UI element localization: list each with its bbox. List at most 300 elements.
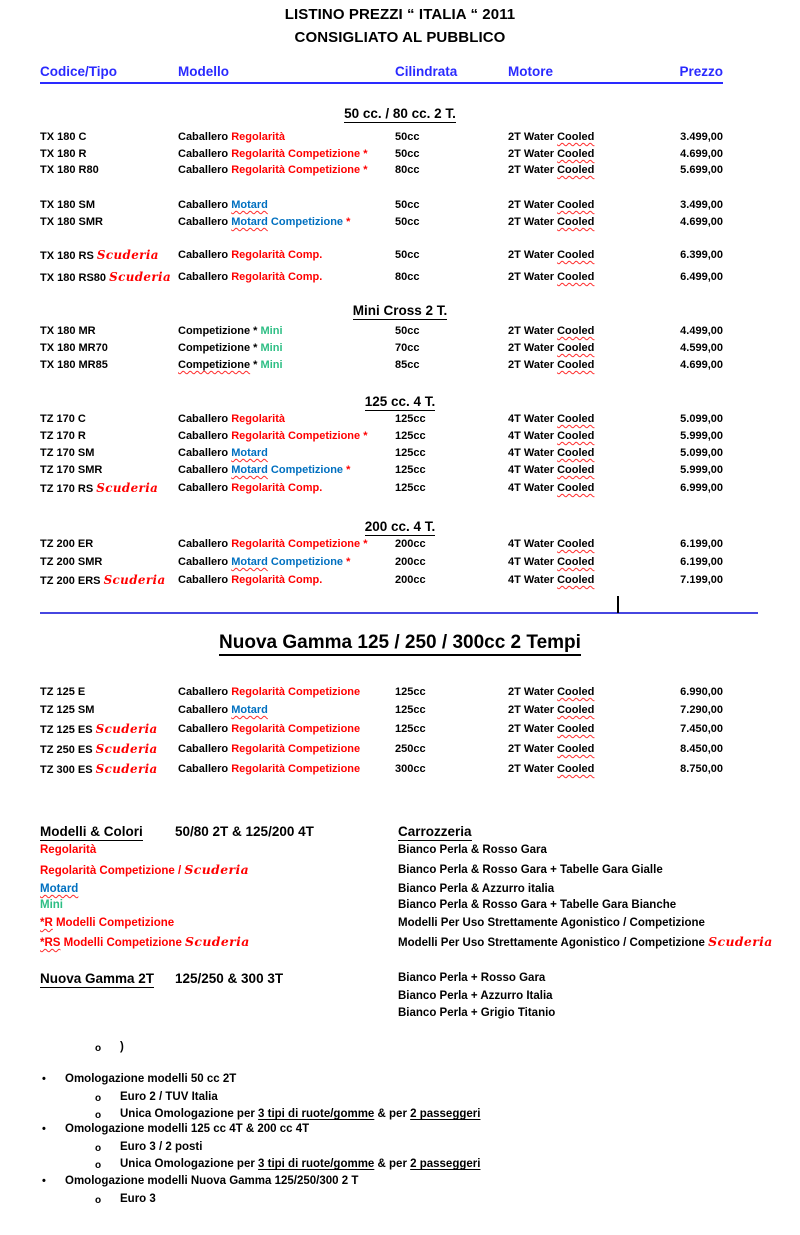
- text-segment: Regolarità: [40, 844, 97, 856]
- cell-model: [178, 198, 395, 214]
- section-heading: [0, 632, 800, 654]
- text-segment: Caballero: [178, 148, 232, 160]
- cell-engine: [508, 446, 675, 462]
- cell-cc: 125cc: [395, 704, 426, 716]
- text-segment: Regolarità Competizione: [231, 686, 361, 698]
- text-segment: Motard: [231, 199, 268, 211]
- column-header-cilindrata: Cilindrata: [395, 64, 458, 79]
- column-header-prezzo: Prezzo: [679, 64, 723, 79]
- table-row: [40, 358, 723, 374]
- cell-code: [40, 248, 178, 264]
- cell-engine: [508, 537, 675, 553]
- cell-model: [178, 248, 395, 264]
- cell-engine: [508, 703, 675, 719]
- cell-model: [178, 573, 395, 589]
- table-row: [40, 163, 723, 179]
- cell-engine: [508, 248, 675, 264]
- text-segment: Competizione *: [178, 325, 261, 337]
- text-segment: Bianco Perla & Rosso Gara + Tabelle Gara Bianche: [398, 899, 677, 911]
- text-segment: Cooled: [557, 342, 595, 354]
- models-colors-left: [40, 935, 250, 950]
- bullet-icon: o: [95, 1110, 102, 1121]
- text-segment: Caballero: [178, 538, 232, 550]
- cell-engine: [508, 163, 675, 179]
- text-segment: Scuderia: [95, 722, 158, 736]
- section-heading: [0, 519, 800, 534]
- section-heading-text: 50 cc. / 80 cc. 2 T.: [344, 106, 456, 121]
- text-segment: Cooled: [557, 148, 595, 160]
- text-segment: TZ 200 ERS: [40, 575, 104, 587]
- text-segment: *RS: [40, 937, 61, 949]
- text-segment: Mini: [260, 325, 283, 337]
- text-segment: Cooled: [557, 413, 595, 425]
- text-segment: TX 180 R80: [40, 164, 99, 176]
- cell-model: [178, 147, 395, 163]
- cell-price: 6.499,00: [680, 271, 723, 283]
- text-segment: Caballero: [178, 131, 232, 143]
- cell-price: 6.999,00: [680, 482, 723, 494]
- text-segment: Unica Omologazione per: [120, 1158, 259, 1170]
- models-colors-left: [40, 863, 249, 878]
- text-segment: Mini: [40, 899, 63, 911]
- cell-model: [178, 163, 395, 179]
- text-segment: 2 passeggeri: [410, 1108, 481, 1120]
- bullet-icon: •: [42, 1175, 46, 1187]
- cell-engine: [508, 341, 675, 357]
- text-segment: *R: [40, 917, 53, 929]
- text-segment: Competizione: [267, 216, 347, 228]
- section-heading: [0, 106, 800, 121]
- text-segment: Caballero: [178, 482, 232, 494]
- table-row: [40, 270, 723, 286]
- cell-price: 8.750,00: [680, 763, 723, 775]
- cell-cc: 50cc: [395, 131, 420, 143]
- cell-code: [40, 341, 178, 357]
- cell-model: [178, 742, 395, 758]
- text-segment: Regolarità Competizione: [231, 723, 361, 735]
- section-heading-text: Nuova Gamma 125 / 250 / 300cc 2 Tempi: [219, 632, 581, 656]
- text-segment: Cooled: [557, 723, 595, 735]
- cell-engine: [508, 270, 675, 286]
- text-segment: Regolarità Competizione *: [231, 430, 368, 442]
- text-segment: & per: [374, 1158, 411, 1170]
- text-segment: 4T Water: [508, 413, 558, 425]
- cell-code: [40, 555, 178, 571]
- table-row: [40, 130, 723, 146]
- bullet-icon: o: [95, 1195, 102, 1206]
- text-segment: Scuderia: [708, 934, 773, 949]
- text-segment: Cooled: [557, 763, 595, 775]
- cell-code: [40, 573, 178, 589]
- text-segment: 3 tipi di ruote/gomme: [258, 1158, 375, 1170]
- text-segment: TZ 170 R: [40, 430, 86, 442]
- cell-price: 3.499,00: [680, 131, 723, 143]
- cell-price: 3.499,00: [680, 199, 723, 211]
- cell-engine: [508, 685, 675, 701]
- bullet-item: [65, 1072, 236, 1086]
- cell-engine: [508, 198, 675, 214]
- text-segment: 2T Water: [508, 342, 558, 354]
- cell-code: [40, 742, 178, 758]
- cell-model: [178, 215, 395, 231]
- cell-cc: 85cc: [395, 359, 420, 371]
- text-segment: Caballero: [178, 447, 232, 459]
- text-segment: Regolarità Competizione *: [231, 538, 368, 550]
- cell-engine: [508, 324, 675, 340]
- text-segment: TX 180 RS: [40, 250, 97, 262]
- text-segment: 2T Water: [508, 148, 558, 160]
- cell-cc: 80cc: [395, 271, 420, 283]
- models-colors-header-text: Modelli & Colori: [40, 824, 143, 839]
- cell-cc: 250cc: [395, 743, 426, 755]
- text-segment: Cooled: [557, 249, 595, 261]
- models-colors-header: [40, 824, 143, 839]
- cell-cc: 50cc: [395, 148, 420, 160]
- cell-price: 8.450,00: [680, 743, 723, 755]
- cell-cc: 200cc: [395, 556, 426, 568]
- cell-cc: 50cc: [395, 216, 420, 228]
- cell-price: 7.290,00: [680, 704, 723, 716]
- nuova-gamma-2t-color-line: Bianco Perla + Grigio Titanio: [398, 1007, 556, 1019]
- text-segment: Cooled: [557, 464, 595, 476]
- text-segment: 2T Water: [508, 686, 558, 698]
- models-colors-right: [398, 898, 676, 912]
- bullet-item: [120, 1157, 480, 1171]
- text-segment: Caballero: [178, 249, 232, 261]
- cell-price: 6.990,00: [680, 686, 723, 698]
- cell-model: [178, 722, 395, 738]
- text-segment: Scuderia: [96, 248, 159, 262]
- cell-code: [40, 270, 178, 286]
- text-segment: Modelli Per Uso Strettamente Agonistico / Competizione: [398, 917, 705, 929]
- cell-model: [178, 324, 395, 340]
- bullet-item: [120, 1090, 218, 1104]
- text-cursor: [617, 596, 619, 613]
- text-segment: Cooled: [557, 216, 595, 228]
- text-segment: *: [250, 359, 261, 371]
- table-row: [40, 446, 723, 462]
- text-segment: TZ 125 E: [40, 686, 86, 698]
- text-segment: Euro 3 / 2 posti: [120, 1141, 203, 1153]
- models-colors-left: [40, 898, 63, 912]
- cell-code: [40, 198, 178, 214]
- page-title: LISTINO PREZZI “ ITALIA “ 2011: [284, 6, 516, 23]
- section-heading: [0, 394, 800, 409]
- cell-price: 6.399,00: [680, 249, 723, 261]
- cell-price: 6.199,00: [680, 538, 723, 550]
- cell-engine: [508, 358, 675, 374]
- cell-engine: [508, 555, 675, 571]
- text-segment: Regolarità Competizione *: [231, 164, 368, 176]
- bullet-item: [65, 1122, 309, 1136]
- table-row: [40, 762, 723, 778]
- bullet-icon: o: [95, 1160, 102, 1171]
- text-segment: Cooled: [557, 704, 595, 716]
- cell-price: 7.199,00: [680, 574, 723, 586]
- cell-cc: 70cc: [395, 342, 420, 354]
- section-heading-text: 125 cc. 4 T.: [364, 394, 436, 409]
- text-segment: Omologazione modelli Nuova Gamma 125/250/300 2 T: [65, 1175, 359, 1187]
- column-header-modello: Modello: [178, 64, 229, 79]
- text-segment: TZ 300 ES: [40, 764, 96, 776]
- nuova-gamma-2t-header: [40, 971, 154, 986]
- cell-code: [40, 481, 178, 497]
- table-row: [40, 742, 723, 758]
- text-segment: Cooled: [557, 131, 595, 143]
- cell-model: [178, 429, 395, 445]
- text-segment: Regolarità Competizione: [231, 743, 361, 755]
- cell-engine: [508, 130, 675, 146]
- text-segment: Motard: [231, 447, 268, 459]
- text-segment: TZ 170 RS: [40, 483, 97, 495]
- table-row: [40, 722, 723, 738]
- text-segment: 2T Water: [508, 164, 558, 176]
- text-segment: Caballero: [178, 723, 232, 735]
- text-segment: Euro 3: [120, 1193, 156, 1205]
- table-row: [40, 215, 723, 231]
- text-segment: Cooled: [557, 164, 595, 176]
- text-segment: TX 180 MR: [40, 325, 96, 337]
- table-row: [40, 481, 723, 497]
- text-segment: Unica Omologazione per: [120, 1108, 259, 1120]
- cell-price: 4.699,00: [680, 359, 723, 371]
- column-header-motore: Motore: [508, 64, 553, 79]
- models-colors-right: [398, 863, 663, 877]
- cell-price: 5.099,00: [680, 413, 723, 425]
- divider-line: [40, 612, 758, 614]
- text-segment: 4T Water: [508, 574, 558, 586]
- text-segment: TZ 125 ES: [40, 724, 96, 736]
- bullet-icon: •: [42, 1073, 46, 1085]
- text-segment: Competizione: [178, 359, 251, 371]
- text-segment: 4T Water: [508, 447, 558, 459]
- text-segment: *: [346, 216, 351, 228]
- cell-cc: 125cc: [395, 447, 426, 459]
- text-segment: Scuderia: [96, 481, 159, 495]
- cell-engine: [508, 412, 675, 428]
- cell-model: [178, 412, 395, 428]
- nuova-gamma-2t-color-line: Bianco Perla + Rosso Gara: [398, 972, 546, 984]
- text-segment: TX 180 SM: [40, 199, 96, 211]
- text-segment: Modelli Competizione: [60, 937, 186, 949]
- table-row: [40, 248, 723, 264]
- text-segment: Caballero: [178, 216, 232, 228]
- cell-cc: 125cc: [395, 686, 426, 698]
- cell-cc: 200cc: [395, 574, 426, 586]
- cell-model: [178, 481, 395, 497]
- models-colors-right: [398, 843, 547, 857]
- text-segment: Caballero: [178, 574, 232, 586]
- text-segment: Regolarità: [231, 413, 285, 425]
- text-segment: Cooled: [557, 743, 595, 755]
- text-segment: Cooled: [557, 199, 595, 211]
- text-segment: Scuderia: [103, 573, 166, 587]
- cell-cc: 125cc: [395, 464, 426, 476]
- cell-model: [178, 341, 395, 357]
- cell-model: [178, 270, 395, 286]
- bullet-item: [120, 1192, 156, 1206]
- cell-model: [178, 358, 395, 374]
- table-row: [40, 537, 723, 553]
- stray-bullet-text: ): [120, 1041, 124, 1053]
- text-segment: Caballero: [178, 464, 232, 476]
- bullet-icon: o: [95, 1093, 102, 1104]
- text-segment: TX 180 MR85: [40, 359, 108, 371]
- text-segment: & per: [374, 1108, 411, 1120]
- cell-cc: 80cc: [395, 164, 420, 176]
- text-segment: Motard: [40, 883, 79, 895]
- text-segment: TZ 200 ER: [40, 538, 94, 550]
- cell-model: [178, 685, 395, 701]
- cell-code: [40, 446, 178, 462]
- models-colors-right: [398, 935, 773, 950]
- cell-model: [178, 555, 395, 571]
- text-segment: 2T Water: [508, 359, 558, 371]
- text-segment: Cooled: [557, 430, 595, 442]
- text-segment: 3 tipi di ruote/gomme: [258, 1108, 375, 1120]
- text-segment: Bianco Perla & Rosso Gara + Tabelle Gara Gialle: [398, 864, 663, 876]
- section-heading: [0, 303, 800, 318]
- cell-engine: [508, 573, 675, 589]
- text-segment: Caballero: [178, 763, 232, 775]
- cell-cc: 125cc: [395, 482, 426, 494]
- cell-model: [178, 130, 395, 146]
- text-segment: Scuderia: [185, 934, 250, 949]
- cell-code: [40, 147, 178, 163]
- text-segment: Competizione: [267, 556, 347, 568]
- table-row: [40, 703, 723, 719]
- text-segment: 2T Water: [508, 763, 558, 775]
- cell-model: [178, 703, 395, 719]
- bullet-item: [120, 1107, 480, 1121]
- text-segment: Regolarità Comp.: [231, 271, 323, 283]
- text-segment: Competizione *: [178, 342, 261, 354]
- table-row: [40, 324, 723, 340]
- text-segment: Cooled: [557, 359, 595, 371]
- cell-engine: [508, 762, 675, 778]
- cell-engine: [508, 481, 675, 497]
- text-segment: TZ 125 SM: [40, 704, 95, 716]
- cell-code: [40, 703, 178, 719]
- text-segment: Motard: [231, 216, 268, 228]
- text-segment: Mini: [260, 359, 283, 371]
- cell-price: 4.499,00: [680, 325, 723, 337]
- text-segment: TX 180 MR70: [40, 342, 108, 354]
- cell-cc: 125cc: [395, 430, 426, 442]
- text-segment: Caballero: [178, 743, 232, 755]
- text-segment: Caballero: [178, 164, 232, 176]
- models-colors-left: [40, 916, 174, 930]
- text-segment: 4T Water: [508, 556, 558, 568]
- table-row: [40, 463, 723, 479]
- text-segment: Caballero: [178, 704, 232, 716]
- table-row: [40, 685, 723, 701]
- nuova-gamma-2t-subtitle: 125/250 & 300 3T: [175, 971, 284, 986]
- text-segment: TZ 170 SMR: [40, 464, 103, 476]
- bullet-item: [65, 1174, 358, 1188]
- carrozzeria-header: [398, 824, 472, 839]
- table-row: [40, 412, 723, 428]
- text-segment: Caballero: [178, 271, 232, 283]
- text-segment: TX 180 SMR: [40, 216, 103, 228]
- cell-price: 5.999,00: [680, 430, 723, 442]
- cell-code: [40, 685, 178, 701]
- cell-price: 6.199,00: [680, 556, 723, 568]
- text-segment: 4T Water: [508, 430, 558, 442]
- cell-cc: 50cc: [395, 249, 420, 261]
- text-segment: TZ 250 ES: [40, 744, 96, 756]
- cell-engine: [508, 215, 675, 231]
- text-segment: Caballero: [178, 199, 232, 211]
- text-segment: 2T Water: [508, 216, 558, 228]
- table-row: [40, 147, 723, 163]
- text-segment: Bianco Perla & Azzurro italia: [398, 883, 555, 895]
- stray-bullet-icon: o: [95, 1043, 102, 1054]
- nuova-gamma-2t-color-line: Bianco Perla + Azzurro Italia: [398, 990, 553, 1002]
- bullet-icon: •: [42, 1123, 46, 1135]
- text-segment: Cooled: [557, 325, 595, 337]
- cell-code: [40, 722, 178, 738]
- text-segment: Cooled: [557, 538, 595, 550]
- models-colors-left: [40, 882, 78, 896]
- cell-cc: 125cc: [395, 413, 426, 425]
- text-segment: Cooled: [557, 271, 595, 283]
- text-segment: Cooled: [557, 574, 595, 586]
- text-segment: Regolarità Competizione: [231, 763, 361, 775]
- cell-engine: [508, 147, 675, 163]
- cell-code: [40, 163, 178, 179]
- text-segment: TZ 170 C: [40, 413, 86, 425]
- cell-price: 5.099,00: [680, 447, 723, 459]
- cell-price: 4.599,00: [680, 342, 723, 354]
- text-segment: 4T Water: [508, 538, 558, 550]
- cell-code: [40, 412, 178, 428]
- table-row: [40, 341, 723, 357]
- models-colors-right: [398, 916, 705, 930]
- text-segment: 4T Water: [508, 464, 558, 476]
- cell-cc: 200cc: [395, 538, 426, 550]
- text-segment: 2 passeggeri: [410, 1158, 481, 1170]
- cell-price: 5.999,00: [680, 464, 723, 476]
- text-segment: Cooled: [557, 482, 595, 494]
- text-segment: Euro 2 / TUV Italia: [120, 1091, 218, 1103]
- text-segment: Regolarità Comp.: [231, 482, 323, 494]
- text-segment: *: [346, 464, 351, 476]
- text-segment: TX 180 R: [40, 148, 87, 160]
- section-heading-text: Mini Cross 2 T.: [352, 303, 448, 318]
- text-segment: Regolarità: [231, 131, 285, 143]
- cell-code: [40, 358, 178, 374]
- text-segment: Caballero: [178, 430, 232, 442]
- cell-price: 5.699,00: [680, 164, 723, 176]
- text-segment: Caballero: [178, 556, 232, 568]
- cell-price: 4.699,00: [680, 216, 723, 228]
- cell-code: [40, 537, 178, 553]
- cell-model: [178, 463, 395, 479]
- cell-price: 4.699,00: [680, 148, 723, 160]
- cell-cc: 300cc: [395, 763, 426, 775]
- cell-engine: [508, 742, 675, 758]
- cell-price: 7.450,00: [680, 723, 723, 735]
- cell-engine: [508, 429, 675, 445]
- text-segment: 2T Water: [508, 249, 558, 261]
- table-row: [40, 555, 723, 571]
- cell-code: [40, 429, 178, 445]
- cell-cc: 50cc: [395, 325, 420, 337]
- cell-code: [40, 463, 178, 479]
- content-area: [40, 0, 773, 1235]
- cell-model: [178, 537, 395, 553]
